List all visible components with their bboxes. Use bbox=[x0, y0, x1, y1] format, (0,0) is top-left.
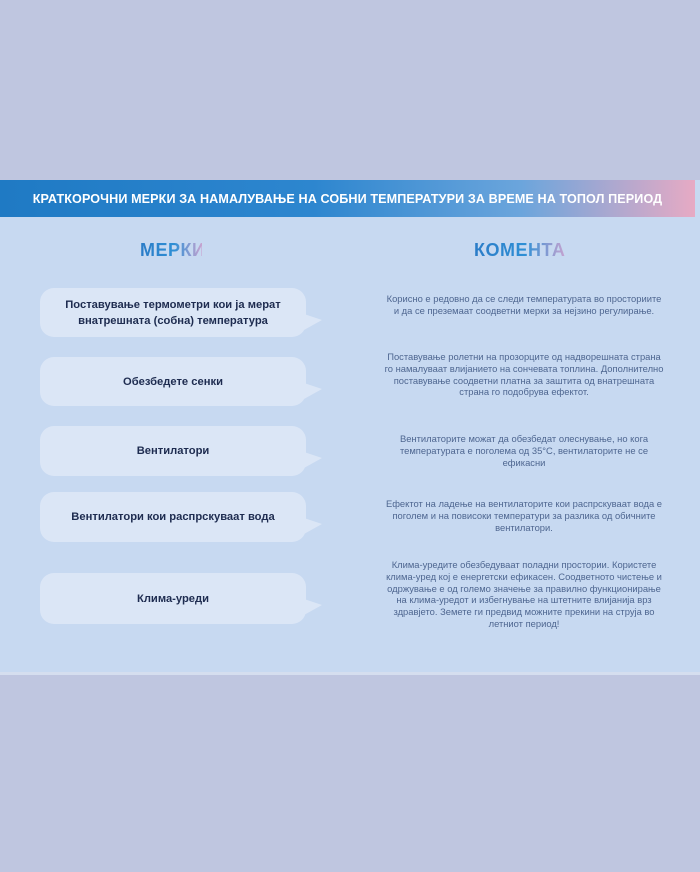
comment-heading: КОМЕНТАР bbox=[474, 240, 578, 260]
measure-label: Обезбедете сенки bbox=[123, 375, 223, 388]
banner-title: КРАТКОРОЧНИ МЕРКИ ЗА НАМАЛУВАЊЕ НА СОБНИ ТЕМПЕРАТУРИ ЗА ВРЕМЕ НА ТОПОЛ ПЕРИОД bbox=[32, 191, 663, 206]
comment-thermometers: Корисно е редовно да се следи температурата во просториите и да се преземаат соодветни мерки за нејзино регулирање. bbox=[386, 293, 662, 316]
comment-shades: Поставување ролетни на прозорците од надворешната страна го намалуваат влијанието на сончевата топлина. Дополнително поставување соодветни платна за заштита од внатрешната страна го подобрува ефектот. bbox=[384, 351, 664, 398]
measure-bubble-fans bbox=[40, 426, 306, 476]
measure-bubble-misting-fans bbox=[40, 492, 306, 542]
measure-label: Вентилатори bbox=[136, 445, 210, 457]
measure-label: Поставување термометри кои ја мерат внатрешната (собна) температура bbox=[65, 298, 281, 327]
title-banner bbox=[0, 180, 695, 217]
measure-label: Клима-уреди bbox=[137, 592, 209, 605]
measure-bubble-thermometers bbox=[40, 288, 306, 337]
measure-label: Вентилатори кои распрскуваат вода bbox=[71, 511, 275, 523]
infographic-card bbox=[0, 180, 700, 675]
measure-bubble-air-conditioners bbox=[40, 573, 306, 624]
comment-misting-fans: Ефектот на ладење на вентилаторите кои распрскуваат вода е поголем и на повисоки температури за разлика од обичните вентилатори. bbox=[385, 498, 663, 533]
measures-heading: МЕРКИ bbox=[140, 240, 206, 260]
comment-fans: Вентилаторите можат да обезбедат олеснување, но кога температурата е поголема од 35°C, вентилаторите не се ефикасни bbox=[399, 433, 649, 468]
measure-bubble-shades bbox=[40, 357, 306, 406]
comment-air-conditioners: Клима-уредите обезбедуваат поладни простории. Користете клима-уред кој е енергетски ефикасен. Соодветното чистење и одржување е од големо значење за правилно функционирање на клима-уредот и избегнување на штетните влијанија врз здравјето. Земете ги предвид можните прекини на струја во летниот период! bbox=[386, 559, 662, 629]
